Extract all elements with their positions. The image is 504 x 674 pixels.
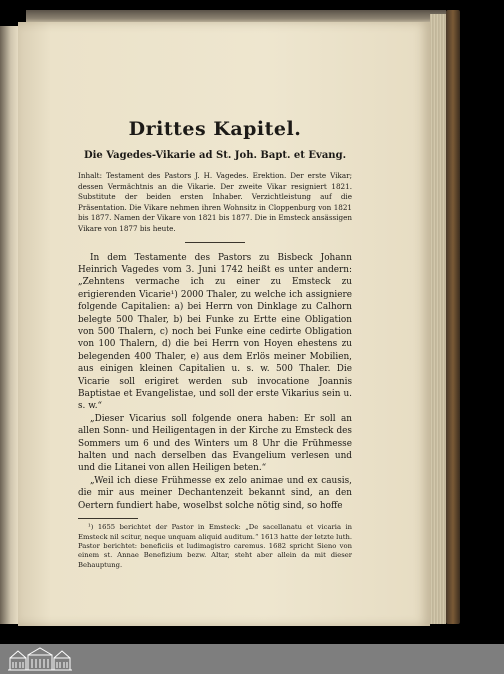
book-cover-edge — [446, 10, 460, 624]
page-content — [78, 118, 352, 570]
paragraph: „Dieser Vicarius soll folgende onera haben: Er soll an allen Sonn- und Heiligentagen in der Kirche zu Emsteck des Sommers um 6 und des Winters um 8 Uhr die Frühmesse halten und nach derselben das Evangelium verlesen und und die Litanei von allen Heiligen beten.“ — [78, 413, 352, 474]
section-title: Die Vagedes-Vikarie ad St. Joh. Bapt. et Evang. — [83, 150, 347, 161]
book-spine-shadow — [0, 26, 18, 624]
chapter-title: Drittes Kapitel. — [128, 118, 302, 140]
page-stack-edge — [430, 14, 446, 624]
footnote: ¹) 1655 berichtet der Pastor in Emsteck: „De sacellanatu et vicaria in Emsteck nil scitur, neque unquam aliquid auditum.“ 1613 hatte der letzte luth. Pastor berichtet: beneficiis et ludimagistro caremus. 1682 spricht Sieno von einem st. Annae Benefizium bezw. Altar, steht aber allein da mit dieser Behauptung. — [78, 523, 352, 569]
footnote-rule — [78, 518, 138, 519]
paragraph: In dem Testamente des Pastors zu Bisbeck Johann Heinrich Vagedes vom 3. Juni 1742 heißt es unter andern: „Zehntens vermache ich zu einer zu Emsteck zu erigierenden Vicarie¹) 2000 Thaler, zu welche ich assigniere folgende Capitalien: a) bei Herrn von Dinklage zu Calhorn belegte 500 Thaler, b) bei Funke zu Ertte eine Obligation von 500 Thalern, c) noch bei Funke eine cedirte Obligation von 100 Thalern, d) die bei Herrn von Hoyen ehestens zu belegenden 400 Thaler, e) aus dem Erlös meiner Mobilien, aus einigen kleinen Capitalien u. s. w. 500 Thaler. Die Vicarie soll erigiret werden sub invocatione Joannis Baptistae et Evangelistae, und soll der erste Vikarius sein u. s. w.“ — [78, 252, 352, 412]
library-building-logo-icon[interactable] — [6, 646, 74, 672]
separator-rule — [185, 242, 245, 243]
chapter-summary: Inhalt: Testament des Pastors J. H. Vagedes. Erektion. Der erste Vikar; dessen Vermächtnis an die Vikarie. Der zweite Vikar resigniert 1821. Substitute der beiden ersten Inhaber. Verzichtleistung auf die Präsentation. Die Vikare nehmen ihren Wohnsitz in Cloppenburg von 1821 bis 1877. Namen der Vikare von 1821 bis 1877. Die in Emsteck ansässigen Vikare von 1877 bis heute. — [78, 171, 352, 233]
viewer-footer-bar — [0, 644, 504, 674]
body-text — [78, 252, 352, 513]
paragraph: „Weil ich diese Frühmesse ex zelo animae und ex causis, die mir aus meiner Dechantenzeit bekannt sind, an den Oertern fundiert habe, woselbst solche nötig sind, so hoffe — [78, 475, 352, 511]
